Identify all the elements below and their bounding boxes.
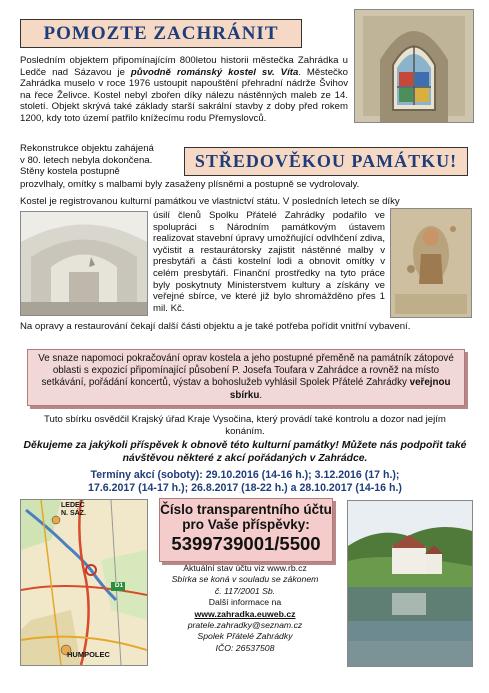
verified-text: Tuto sbírku osvědčil Krajský úřad Kraje Vysočina, který provádí také kontrolu a dozor nad jejím konáním.: [44, 414, 446, 437]
account-box: Číslo transparentního účtu pro Vaše příspěvky: 5399739001/5500: [159, 498, 333, 562]
account-info: Aktuální stav účtu viz www.rb.cz Sbírka se koná v souladu se zákonem č. 117/2001 Sb. Další informace na www.zahradka.euweb.cz pratele.zahradky@seznam.cz Spolek Přátelé Zahrádky IČO: 26537508: [160, 563, 330, 654]
event-dates: Termíny akcí (soboty): 29.10.2016 (14-16 h.); 3.12.2016 (17 h.); 17.6.2017 (14-17 h.); 26.8.2017 (18-22 h.) a 28.10.2017 (14-16 h.): [88, 469, 402, 494]
region-map: [20, 499, 148, 666]
reconstruction-text: Rekonstrukce objektu zahájená v 80. letech nebyla dokončena. Stěny kostela postupně: [20, 143, 154, 178]
wall-painting-photo: [390, 208, 472, 318]
remaining-work-text: Na opravy a restaurování čekají další části objektu a je také potřeba pořídit vnitřní vybavení.: [20, 321, 411, 332]
church-interior-photo: [20, 211, 148, 316]
account-number: 5399739001/5500: [171, 533, 321, 554]
map-label-humpolec: HUMPOLEC: [67, 650, 110, 659]
title-stredovekou-pamatku: STŘEDOVĚKOU PAMÁTKU!: [184, 147, 468, 176]
landscape-photo: [347, 500, 473, 667]
intro-paragraph: Posledním objektem připomínajícím 800letou historii městečka Zahrádka u Ledče nad Sázavou je původně románský kostel sv. Víta. Městečko Zahrádka muselo v roce 1976 ustoupit napouštění přehradní nádrže Švihov na řece Želivce. Kostel nebyl zbořen díky nálezu nástěnných maleb ze 14. století. Objekt skrývá také základy starší sakrální stavby z doby před rokem 1200, kdy toto území patřilo knížecímu rodu Přemyslovců.: [20, 55, 348, 124]
website-link[interactable]: www.zahradka.euweb.cz: [194, 608, 296, 619]
email-link[interactable]: pratele.zahradky@seznam.cz: [187, 620, 303, 631]
effort-paragraph: úsilí členů Spolku Přátelé Zahrádky podařilo ve spolupráci s Národním památkovým ústavem realizovat stavební úpravy umožňující odvlhčení zdiva, vyčistit a restaurátorsky zajistit nástěnné malby v presbytáři a části kostelní lodi a obnovit omítky v celém presbytáři. Finanční prostředky na tyto práce byly poskytnuty Ministerstvem kultury a získány ve veřejné sbírce, ve které již bylo shromážděno přes 1 mil. Kč.: [153, 210, 385, 314]
map-label-d1: D1: [114, 582, 124, 589]
registered-text: Kostel je registrovanou kulturní památkou ve vlastnictví státu. V posledních letech se díky: [20, 196, 400, 207]
thanks-text: Děkujeme za jakýkoli příspěvek k obnově této kulturní památky! Můžete nás podpořit také návštěvou některé z akcí pořádaných v Zahrádce.: [23, 440, 467, 464]
map-label-ledec: LEDEČ N. SÁZ.: [61, 502, 86, 517]
reconstruction-text-cont: prozvlhaly, omítky s malbami byly zasaženy plísněmi a postupně se vydrolovaly.: [20, 179, 360, 190]
title-pomozte-zachranit: POMOZTE ZACHRÁNIT: [20, 19, 302, 48]
church-window-photo: [354, 9, 474, 123]
appeal-box: Ve snaze napomoci pokračování oprav kostela a jeho postupné přeměně na památník zátopové oblasti s expozicí připomínající působení P. Josefa Toufara v Zahrádce a rovněž na místo setkávání, pořádání koncertů, výstav a bohoslužeb vyhlásil Spolek Přátelé Zahrádky veřejnou sbírku.: [27, 349, 465, 406]
